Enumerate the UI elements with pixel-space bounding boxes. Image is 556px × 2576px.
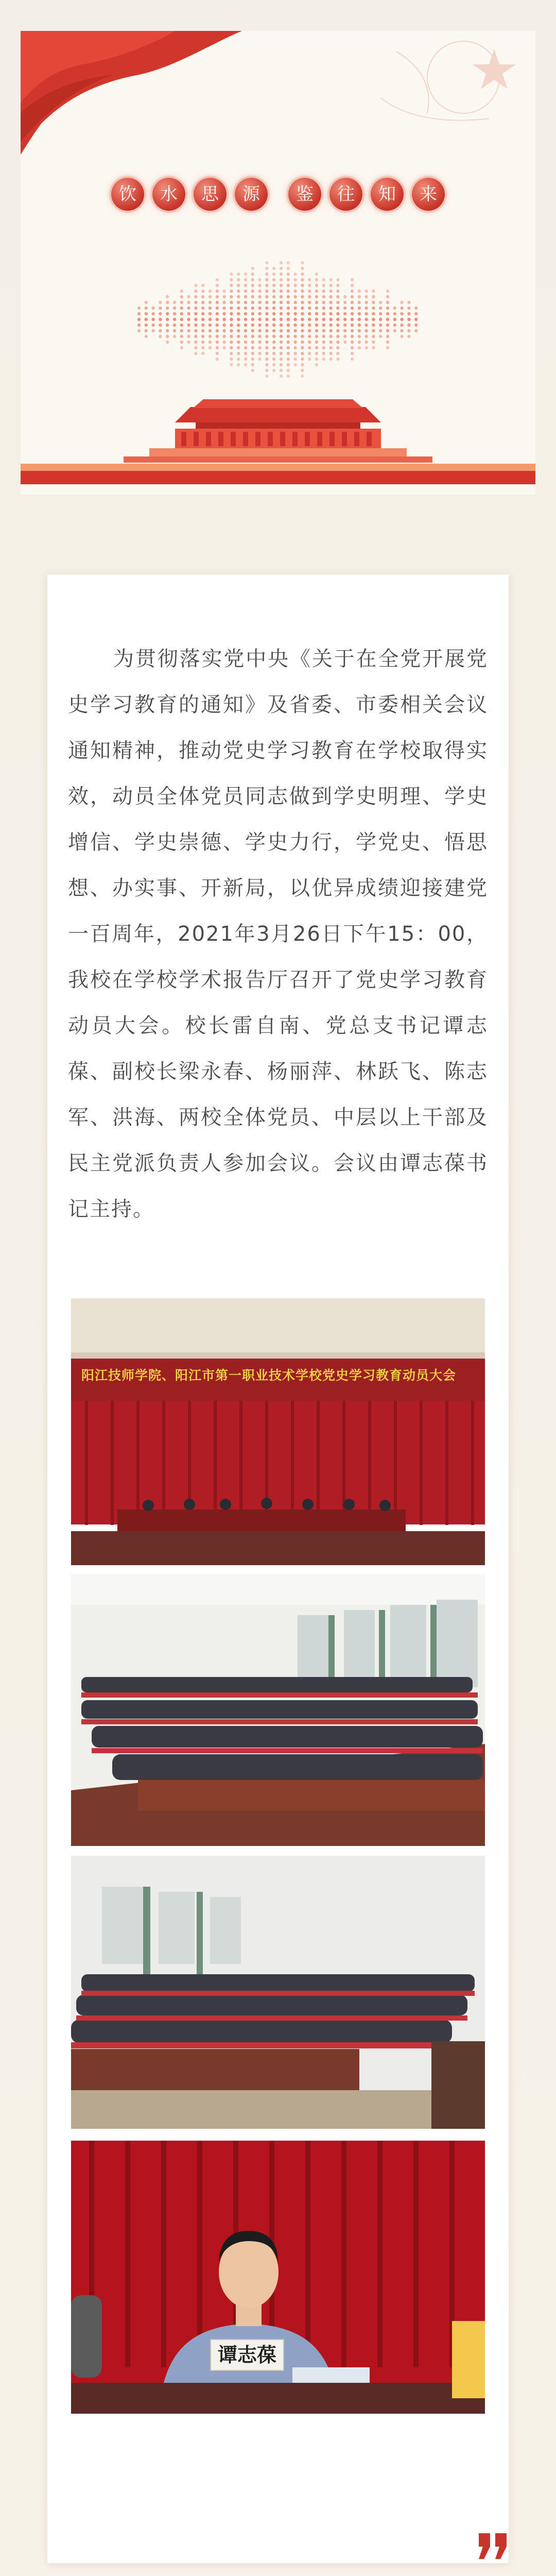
- slogan-char: 思: [194, 178, 227, 211]
- star-icon: [345, 36, 530, 165]
- slogan-right: [288, 178, 445, 211]
- speaker-photo: [71, 2141, 485, 2414]
- slogan-char: 源: [235, 178, 268, 211]
- article-card: [47, 574, 509, 2563]
- audience-photo-1: [71, 1574, 485, 1846]
- stage-banner-text: 阳江技师学院、阳江市第一职业技术学校党史学习教育动员大会: [81, 1368, 457, 1383]
- audience-photo-2: [71, 1856, 485, 2129]
- slogan-char: 知: [371, 178, 404, 211]
- meeting-stage-photo: [71, 1298, 485, 1565]
- name-plate: 谭志葆: [210, 2339, 284, 2371]
- slogan-char: 水: [152, 178, 185, 211]
- quote-mark-icon: [477, 2533, 509, 2559]
- slogan-char: 鉴: [288, 178, 321, 211]
- header-banner: [21, 31, 535, 495]
- sound-wave-decoration: [134, 258, 422, 381]
- article-body: 为贯彻落实党中央《关于在全党开展党史学习教育的通知》及省委、市委相关会议通知精神，推动党史学习教育在学校取得实效，动员全体党员同志做到学史明理、学史增信、学史崇德、学史力行，学党史、悟思想、办实事、开新局，以优异成绩迎接建党一百周年，2021年3月26日下午15：00，我校在学校学术报告厅召开了党史学习教育动员大会。校长雷自南、党总支书记谭志葆、副校长梁永春、杨丽萍、林跃飞、陈志军、洪海、两校全体党员、中层以上干部及民主党派负责人参加会议。会议由谭志葆书记主持。: [68, 647, 488, 1221]
- red-flag-icon: [21, 31, 242, 155]
- gate-tower-icon: [21, 386, 535, 484]
- slogan: [21, 178, 535, 211]
- slogan-char: 往: [329, 178, 362, 211]
- slogan-char: 来: [412, 178, 445, 211]
- slogan-char: 饮: [111, 178, 144, 211]
- slogan-left: [111, 178, 268, 211]
